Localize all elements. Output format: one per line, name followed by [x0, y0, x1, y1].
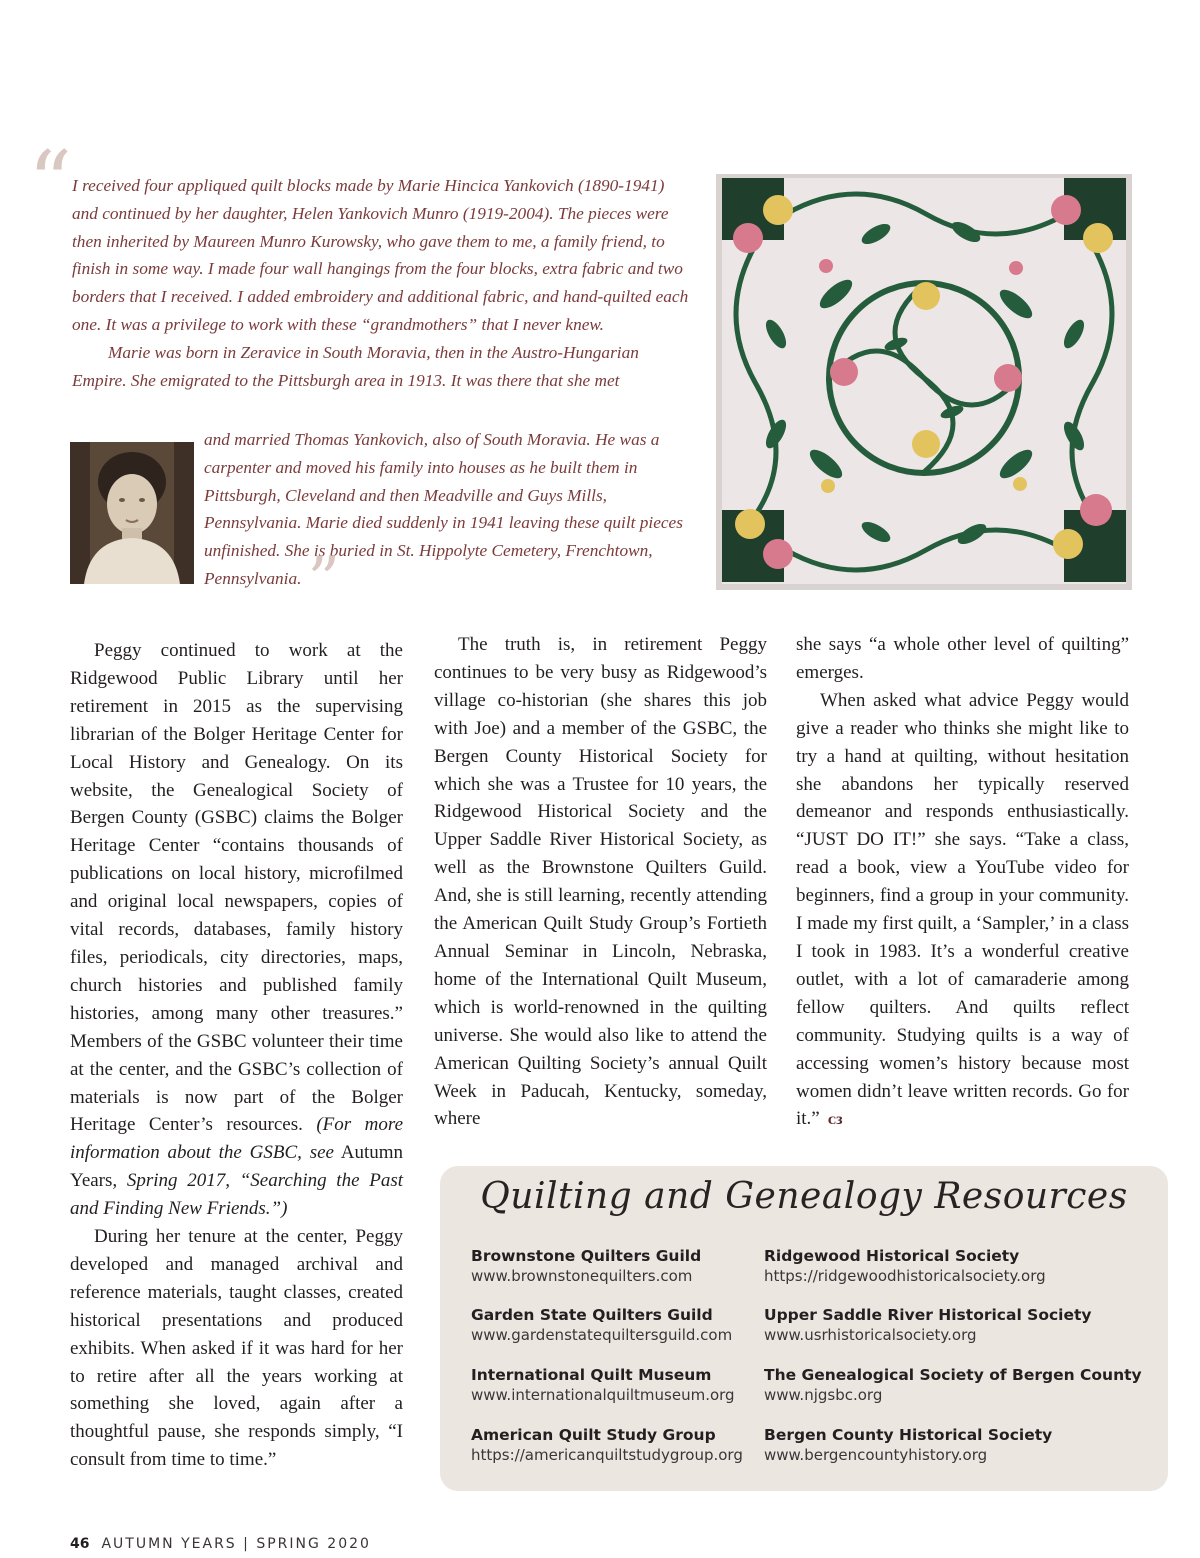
issue-label: SPRING 2020 — [256, 1536, 371, 1552]
quote-paragraph-1: I received four appliqued quilt blocks made by Marie Hincica Yankovich (1890-1941) and continued by her daughter, Helen Yankovich Munro (1919-2004). The pieces were then inherited by Maureen Munro Kurowsky, who gave them to me, a family friend, to finish in some way. I made four wall hangings from the four blocks, extra fabric and two borders that I received. I added embroidery and additional fabric, and hand-quilted each one. It was a privilege to work with these “grandmothers” that I never knew. — [72, 176, 689, 334]
open-quote-mark: “ — [28, 133, 72, 233]
resources-box — [440, 1166, 1168, 1491]
resource-item: Brownstone Quilters Guild www.brownstonequilters.com — [471, 1246, 811, 1286]
publication-name: AUTUMN YEARS — [101, 1536, 237, 1552]
article-column-2 — [434, 631, 767, 1133]
resource-link[interactable]: www.bergencountyhistory.org — [764, 1446, 988, 1464]
article-paragraph: When asked what advice Peggy would give a reader who thinks she might like to try a hand at quilting, without hesitation she abandons her typically reserved demeanor and responds enthusiastically. “JUST DO IT!” she says. “Take a class, read a book, view a YouTube video for beginners, find a group in your community. I made my first quilt, a ‘Sampler,’ in a class I took in 1983. It’s a wonderful creative outlet, with a lot of camaraderie among fellow quilters. And quilts reflect community. Studying quilts is a way of accessing women’s history because most women didn’t leave written records. Go for it.” ᴄᴈ — [796, 689, 1129, 1130]
article-column-1 — [70, 637, 403, 1474]
resource-link[interactable]: www.njgsbc.org — [764, 1386, 883, 1404]
resource-item: American Quilt Study Group https://americanquiltstudygroup.org — [471, 1425, 811, 1465]
article-paragraph: she says “a whole other level of quilting” emerges. — [796, 634, 1129, 683]
article-paragraph: The truth is, in retirement Peggy continues to be very busy as Ridgewood’s village co-historian (she shares this job with Joe) and a member of the GSBC, the Bergen County Historical Society for which she was a Trustee for 10 years, the Ridgewood Historical Society and the Upper Saddle River Historical Society, as well as the Brownstone Quilters Guild. And, she is still learning, recently attending the American Quilt Study Group’s Fortieth Annual Seminar in Lincoln, Nebraska, home of the International Quilt Museum, which is world-renowned in the quilting universe. She would also like to attend the American Quilting Society’s annual Quilt Week in Paducah, Kentucky, someday, where — [434, 634, 767, 1130]
article-paragraph: During her tenure at the center, Peggy developed and managed archival and reference materials, taught classes, created historical presentations and produced exhibits. When asked if it was hard for her to retire after all the years working at something she loved, again after a thoughtful pause, she responds simply, “I consult from time to time.” — [70, 1226, 403, 1471]
resource-link[interactable]: www.usrhistoricalsociety.org — [764, 1326, 977, 1344]
page-footer — [70, 1536, 371, 1552]
quote-paragraph-2: Marie was born in Zeravice in South Moravia, then in the Austro-Hungarian Empire. She emigrated to the Pittsburgh area in 1913. It was there that she met — [72, 342, 639, 390]
resource-item: Upper Saddle River Historical Society www.usrhistoricalsociety.org — [764, 1305, 1144, 1345]
article-paragraph: Peggy continued to work at the Ridgewood Public Library until her retirement in 2015 as the supervising librarian of the Bolger Heritage Center for Local History and Genealogy. On its website, the Genealogical Society of Bergen County (GSBC) claims the Bolger Heritage Center “contains thousands of publications on local history, microfilmed and original local newspapers, copies of vital records, databases, family history files, periodicals, city directories, maps, church histories and published family histories, among many other treasures.” Members of the GSBC volunteer their time at the center, and the GSBC’s collection of materials is now part of the Bolger Heritage Center’s resources. (For more information about the GSBC, see Autumn Years, Spring 2017, “Searching the Past and Finding New Friends.”) — [70, 640, 404, 1220]
resource-item: International Quilt Museum www.internationalquiltmuseum.org — [471, 1365, 811, 1405]
resource-link[interactable]: www.internationalquiltmuseum.org — [471, 1386, 735, 1404]
resource-link[interactable]: www.brownstonequilters.com — [471, 1267, 693, 1285]
resource-link[interactable]: https://americanquiltstudygroup.org — [471, 1446, 743, 1464]
resource-item: Ridgewood Historical Society https://ridgewoodhistoricalsociety.org — [764, 1246, 1104, 1286]
article-column-3 — [796, 631, 1129, 1134]
resource-item: Garden State Quilters Guild www.gardenstatequiltersguild.com — [471, 1305, 811, 1345]
quote-paragraph-3: and married Thomas Yankovich, also of South Moravia. He was a carpenter and moved his family into houses as he built them in Pittsburgh, Cleveland and then Meadville and Guys Mills, Pennsylvania. Marie died suddenly in 1941 leaving these quilt pieces unfinished. She is buried in St. Hippolyte Cemetery, Frenchtown, Pennsylvania.” — [204, 430, 683, 618]
pull-quote — [72, 172, 692, 394]
resource-item: The Genealogical Society of Bergen County www.njgsbc.org — [764, 1365, 1154, 1405]
end-of-article-icon: ᴄᴈ — [827, 1111, 843, 1129]
footer-separator: | — [243, 1536, 250, 1552]
quilt-photo — [716, 174, 1132, 590]
resource-link[interactable]: www.gardenstatequiltersguild.com — [471, 1326, 733, 1344]
resource-link[interactable]: https://ridgewoodhistoricalsociety.org — [764, 1267, 1046, 1285]
page-number: 46 — [70, 1536, 90, 1552]
resources-title: Quilting and Genealogy Resources — [480, 1176, 1128, 1217]
resource-item: Bergen County Historical Society www.bergencountyhistory.org — [764, 1425, 1104, 1465]
marie-portrait-photo — [70, 442, 194, 584]
